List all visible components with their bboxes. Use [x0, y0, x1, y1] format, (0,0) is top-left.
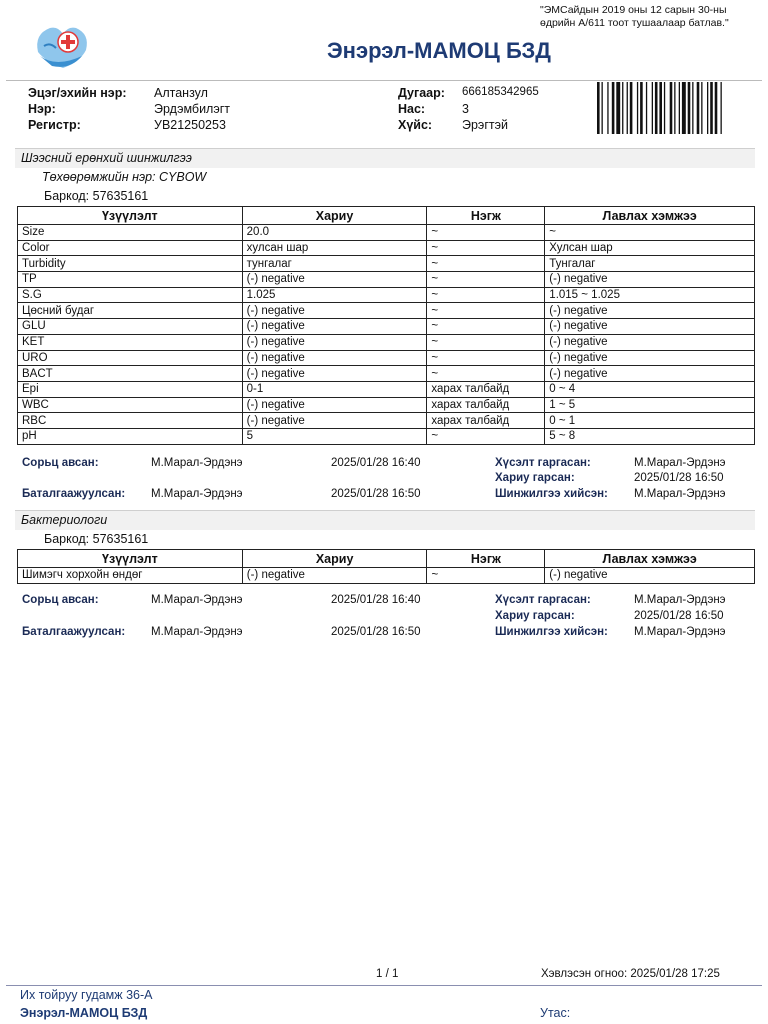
col-header-unit: Нэгж — [427, 207, 545, 225]
table-row — [18, 350, 755, 366]
result-cell: (-) negative — [242, 568, 427, 584]
analyst-person-2: М.Марал-Эрдэнэ — [634, 626, 726, 638]
unit-cell: ~ — [427, 319, 545, 335]
unit-cell: ~ — [427, 240, 545, 256]
unit-cell: ~ — [427, 256, 545, 272]
number-value: 666185342965 — [462, 86, 539, 98]
result-cell: (-) negative — [242, 319, 427, 335]
unit-cell: ~ — [427, 366, 545, 382]
table-row — [18, 303, 755, 319]
unit-cell: ~ — [427, 334, 545, 350]
unit-cell: харах талбайд — [427, 413, 545, 429]
indicator-cell: Цөсний будаг — [18, 303, 243, 319]
footer-address: Их тойруу гудамж 36-А — [20, 988, 153, 1002]
footer-phone: Утас: — [540, 1006, 571, 1020]
col-header-reference: Лавлах хэмжээ — [545, 550, 755, 568]
indicator-cell: RBC — [18, 413, 243, 429]
register-value: УВ21250253 — [154, 118, 226, 132]
reference-cell: ~ — [545, 225, 755, 241]
reference-cell: Тунгалаг — [545, 256, 755, 272]
device-name: Төхөөрөмжийн нэр: CYBOW — [42, 170, 207, 184]
analyst-person: М.Марал-Эрдэнэ — [634, 488, 726, 500]
sample-person-2: М.Марал-Эрдэнэ — [151, 594, 243, 606]
reference-cell: 1 ~ 5 — [545, 397, 755, 413]
indicator-cell: S.G — [18, 287, 243, 303]
indicator-cell: GLU — [18, 319, 243, 335]
print-date: Хэвлэсэн огноо: 2025/01/28 17:25 — [541, 968, 720, 980]
bacteriology-table — [17, 549, 755, 584]
result-cell: (-) negative — [242, 366, 427, 382]
header-divider — [6, 80, 762, 81]
section-title-urinalysis: Шээсний ерөнхий шинжилгээ — [15, 148, 755, 168]
col-header-result: Хариу — [242, 550, 427, 568]
number-label: Дугаар: — [398, 86, 445, 100]
barcode-number: Баркод: 57635161 — [44, 189, 149, 203]
unit-cell: ~ — [427, 303, 545, 319]
page-number: 1 / 1 — [376, 968, 399, 980]
indicator-cell: Color — [18, 240, 243, 256]
request-label: Хүсэлт гаргасан: — [495, 457, 591, 469]
barcode-number-2: Баркод: 57635161 — [44, 532, 149, 546]
reference-cell: (-) negative — [545, 303, 755, 319]
answer-label: Хариу гарсан: — [495, 472, 575, 484]
answer-time: 2025/01/28 16:50 — [634, 472, 724, 484]
approval-note — [540, 4, 760, 30]
unit-cell: харах талбайд — [427, 381, 545, 397]
reference-cell: (-) negative — [545, 272, 755, 288]
result-cell: (-) negative — [242, 397, 427, 413]
analyst-label: Шинжилгээ хийсэн: — [495, 488, 608, 500]
sample-label-2: Сорьц авсан: — [22, 594, 99, 606]
request-person-2: М.Марал-Эрдэнэ — [634, 594, 726, 606]
col-header-indicator: Үзүүлэлт — [18, 550, 243, 568]
barcode-image-icon — [597, 82, 747, 134]
urinalysis-table — [17, 206, 755, 445]
unit-cell: харах талбайд — [427, 397, 545, 413]
indicator-cell: BACT — [18, 366, 243, 382]
result-cell: (-) negative — [242, 350, 427, 366]
table-row — [18, 428, 755, 444]
reference-cell: (-) negative — [545, 350, 755, 366]
table-row — [18, 287, 755, 303]
table-row — [18, 366, 755, 382]
unit-cell: ~ — [427, 568, 545, 584]
indicator-cell: URO — [18, 350, 243, 366]
table-row — [18, 334, 755, 350]
name-label: Нэр: — [28, 102, 56, 116]
analyst-label-2: Шинжилгээ хийсэн: — [495, 626, 608, 638]
request-label-2: Хүсэлт гаргасан: — [495, 594, 591, 606]
footer-divider — [6, 985, 762, 986]
indicator-cell: Epi — [18, 381, 243, 397]
age-label: Нас: — [398, 102, 426, 116]
sex-value: Эрэгтэй — [462, 118, 508, 132]
unit-cell: ~ — [427, 287, 545, 303]
indicator-cell: TP — [18, 272, 243, 288]
verified-person: М.Марал-Эрдэнэ — [151, 488, 243, 500]
sex-label: Хүйс: — [398, 118, 433, 132]
request-person: М.Марал-Эрдэнэ — [634, 457, 726, 469]
reference-cell: (-) negative — [545, 568, 755, 584]
verified-time-2: 2025/01/28 16:50 — [331, 626, 421, 638]
indicator-cell: Turbidity — [18, 256, 243, 272]
result-cell: (-) negative — [242, 413, 427, 429]
table-row — [18, 413, 755, 429]
result-cell: тунгалаг — [242, 256, 427, 272]
reference-cell: Хулсан шар — [545, 240, 755, 256]
col-header-reference: Лавлах хэмжээ — [545, 207, 755, 225]
age-value: 3 — [462, 102, 469, 116]
verified-person-2: М.Марал-Эрдэнэ — [151, 626, 243, 638]
table-row — [18, 319, 755, 335]
answer-label-2: Хариу гарсан: — [495, 610, 575, 622]
org-title: Энэрэл-МАМОЦ БЗД — [327, 38, 551, 63]
sample-time-2: 2025/01/28 16:40 — [331, 594, 421, 606]
result-cell: 0-1 — [242, 381, 427, 397]
table-row — [18, 225, 755, 241]
table-row — [18, 568, 755, 584]
answer-time-2: 2025/01/28 16:50 — [634, 610, 724, 622]
table-row — [18, 397, 755, 413]
result-cell: (-) negative — [242, 303, 427, 319]
indicator-cell: WBC — [18, 397, 243, 413]
table-row — [18, 240, 755, 256]
indicator-cell: Size — [18, 225, 243, 241]
result-cell: (-) negative — [242, 272, 427, 288]
reference-cell: 0 ~ 1 — [545, 413, 755, 429]
reference-cell: 1.015 ~ 1.025 — [545, 287, 755, 303]
table-row — [18, 256, 755, 272]
reference-cell: (-) negative — [545, 366, 755, 382]
table-row — [18, 381, 755, 397]
sample-time: 2025/01/28 16:40 — [331, 457, 421, 469]
reference-cell: 5 ~ 8 — [545, 428, 755, 444]
verified-label-2: Баталгаажуулсан: — [22, 626, 126, 638]
result-cell: 20.0 — [242, 225, 427, 241]
result-cell: 1.025 — [242, 287, 427, 303]
approval-line-1: "ЭМСайдын 2019 оны 12 сарын 30-ны — [540, 4, 727, 16]
col-header-unit: Нэгж — [427, 550, 545, 568]
surname-label: Эцэг/эхийн нэр: — [28, 86, 127, 100]
name-value: Эрдэмбилэгт — [154, 102, 231, 116]
reference-cell: (-) negative — [545, 319, 755, 335]
verified-label: Баталгаажуулсан: — [22, 488, 126, 500]
unit-cell: ~ — [427, 272, 545, 288]
unit-cell: ~ — [427, 428, 545, 444]
unit-cell: ~ — [427, 350, 545, 366]
indicator-cell: pH — [18, 428, 243, 444]
table-header-row — [18, 207, 755, 225]
surname-value: Алтанзул — [154, 86, 208, 100]
table-header-row — [18, 550, 755, 568]
result-cell: хулсан шар — [242, 240, 427, 256]
indicator-cell: KET — [18, 334, 243, 350]
sample-person: М.Марал-Эрдэнэ — [151, 457, 243, 469]
table-row — [18, 272, 755, 288]
col-header-indicator: Үзүүлэлт — [18, 207, 243, 225]
sample-label: Сорьц авсан: — [22, 457, 99, 469]
reference-cell: 0 ~ 4 — [545, 381, 755, 397]
section-title-bacteriology: Бактериологи — [15, 510, 755, 530]
register-label: Регистр: — [28, 118, 81, 132]
approval-line-2: өдрийн А/611 тоот тушаалаар батлав." — [540, 17, 729, 29]
indicator-cell: Шимэгч хорхойн өндөг — [18, 568, 243, 584]
footer-org: Энэрэл-МАМОЦ БЗД — [20, 1006, 148, 1020]
verified-time: 2025/01/28 16:50 — [331, 488, 421, 500]
col-header-result: Хариу — [242, 207, 427, 225]
result-cell: (-) negative — [242, 334, 427, 350]
unit-cell: ~ — [427, 225, 545, 241]
result-cell: 5 — [242, 428, 427, 444]
reference-cell: (-) negative — [545, 334, 755, 350]
